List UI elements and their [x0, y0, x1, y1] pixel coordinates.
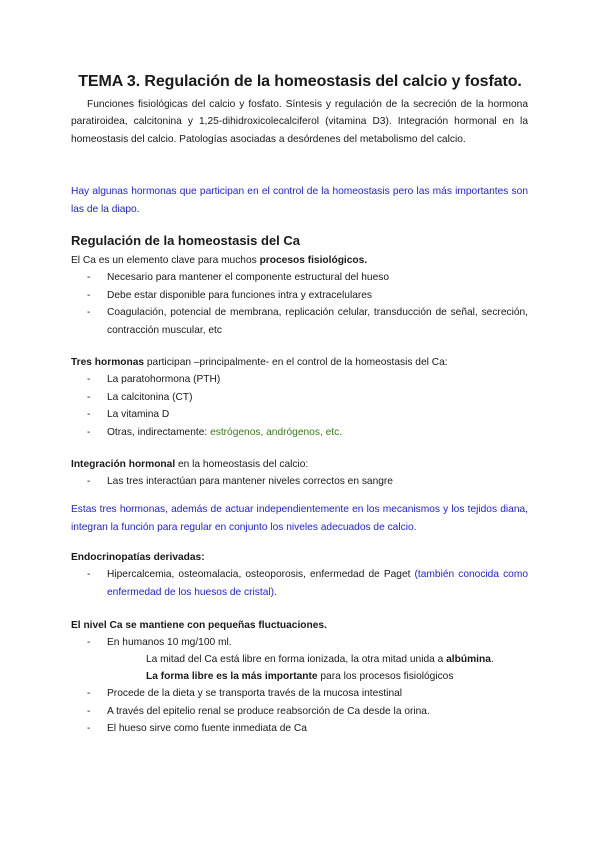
integration-list	[71, 473, 528, 491]
blue-note-text: (también conocida como enfermedad de los huesos de cristal).	[107, 569, 528, 598]
list-item	[71, 406, 528, 424]
integration-text: en la homeostasis del calcio:	[175, 459, 309, 470]
list-item-text: A través del epitelio renal se produce reabsorción de Ca desde la orina.	[107, 705, 430, 717]
list-item	[71, 371, 528, 389]
integration-line	[71, 456, 308, 474]
ca-intro-text: El Ca es un elemento clave para muchos	[71, 255, 260, 266]
list-item-text: La vitamina D	[107, 409, 170, 420]
tres-hormonas-text: participan –principalmente- en el control de la homeostasis del Ca:	[144, 357, 448, 368]
dash-bullet: -	[87, 569, 91, 580]
list-item	[71, 703, 528, 721]
sub-text: para los procesos fisiológicos	[317, 671, 454, 682]
dash-bullet: -	[87, 391, 91, 403]
list-item	[71, 720, 528, 738]
tres-hormonas-line	[71, 354, 448, 372]
list-item	[71, 287, 528, 305]
forma-libre-bold: La forma libre es la más importante	[146, 671, 318, 682]
dash-bullet: -	[87, 272, 91, 283]
dash-bullet: -	[87, 409, 91, 420]
list-item-text: Coagulación, potencial de membrana, replicación celular, transducción de señal, secreción, contracción muscular, etc	[107, 307, 528, 336]
list-item-text: En humanos 10 mg/100 ml.	[107, 637, 232, 648]
list-item-text: Otras, indirectamente:	[107, 426, 211, 438]
ca-functions-list	[71, 269, 528, 339]
sub-text: La mitad del Ca está libre en forma ionizada, la otra mitad unida a	[146, 654, 447, 665]
list-item-text: Las tres interactúan para mantener niveles correctos en sangre	[107, 476, 393, 487]
list-item	[71, 473, 528, 491]
list-item	[71, 424, 528, 442]
note-tres-hormonas: Estas tres hormonas, además de actuar independientemente en los mecanismos y los tejidos diana, integran la función para regular en conjunto los niveles adecuados de calcio.	[71, 504, 528, 533]
green-highlight-text: estrógenos, andrógenos, etc.	[210, 426, 343, 438]
section-heading: Regulación de la homeostasis del Ca	[71, 233, 301, 248]
list-item	[71, 685, 528, 703]
intro-paragraph: Funciones fisiológicas del calcio y fosfato. Síntesis y regulación de la secreción de la hormona paratiroidea, calcitonina y 1,25-dihidroxicolecalciferol (vitamina D3). Integración hormonal en la homeostasis del calcio. Patologías asociadas a desórdenes del metabolismo del calcio.	[71, 99, 528, 145]
dash-bullet: -	[87, 374, 91, 385]
dash-bullet: -	[87, 688, 91, 699]
nivel-heading-text: El nivel Ca se mantiene con pequeñas fluctuaciones.	[71, 620, 327, 631]
dash-bullet: -	[87, 705, 91, 717]
endo-list	[71, 566, 528, 601]
dash-bullet: -	[87, 289, 91, 301]
list-item	[71, 389, 528, 407]
dash-bullet: -	[87, 307, 91, 318]
nivel-list-bottom	[71, 685, 528, 738]
hormones-list	[71, 371, 528, 441]
integration-bold: Integración hormonal	[71, 459, 176, 470]
dash-bullet: -	[87, 426, 91, 438]
page-title: TEMA 3. Regulación de la homeostasis del calcio y fosfato.	[78, 73, 522, 90]
sub-text-end: .	[490, 654, 494, 665]
list-item-text: El hueso sirve como fuente inmediata de Ca	[107, 723, 307, 734]
list-item-text: Necesario para mantener el componente estructural del hueso	[107, 272, 390, 283]
dash-bullet: -	[87, 637, 91, 648]
list-item	[71, 304, 528, 339]
note-diapo: Hay algunas hormonas que participan en el control de la homeostasis pero las más importantes son las de la diapo.	[71, 186, 528, 215]
list-item	[71, 566, 528, 601]
albumina-bold: albúmina	[446, 654, 491, 665]
nivel-list-top	[71, 634, 528, 652]
nivel-heading	[71, 617, 327, 635]
list-item	[71, 269, 528, 287]
list-item-text: Procede de la dieta y se transporta través de la mucosa intestinal	[107, 688, 403, 699]
list-item	[71, 634, 528, 652]
dash-bullet: -	[87, 723, 91, 734]
dash-bullet: -	[87, 476, 91, 487]
tres-hormonas-bold: Tres hormonas	[71, 357, 145, 368]
ca-intro-line	[71, 252, 367, 270]
endo-heading-text: Endocrinopatías derivadas:	[71, 552, 205, 563]
list-item-text: La calcitonina (CT)	[107, 391, 193, 403]
list-item-text: Hipercalcemia, osteomalacia, osteoporosis, enfermedad de Paget	[107, 569, 415, 580]
endo-heading	[71, 549, 205, 567]
list-item-text: Debe estar disponible para funciones intra y extracelulares	[107, 289, 373, 301]
nivel-sub-line-1	[146, 651, 494, 669]
nivel-sub-line-2	[146, 668, 453, 686]
list-item-text: La paratohormona (PTH)	[107, 374, 221, 385]
ca-intro-bold: procesos fisiológicos.	[259, 255, 368, 266]
